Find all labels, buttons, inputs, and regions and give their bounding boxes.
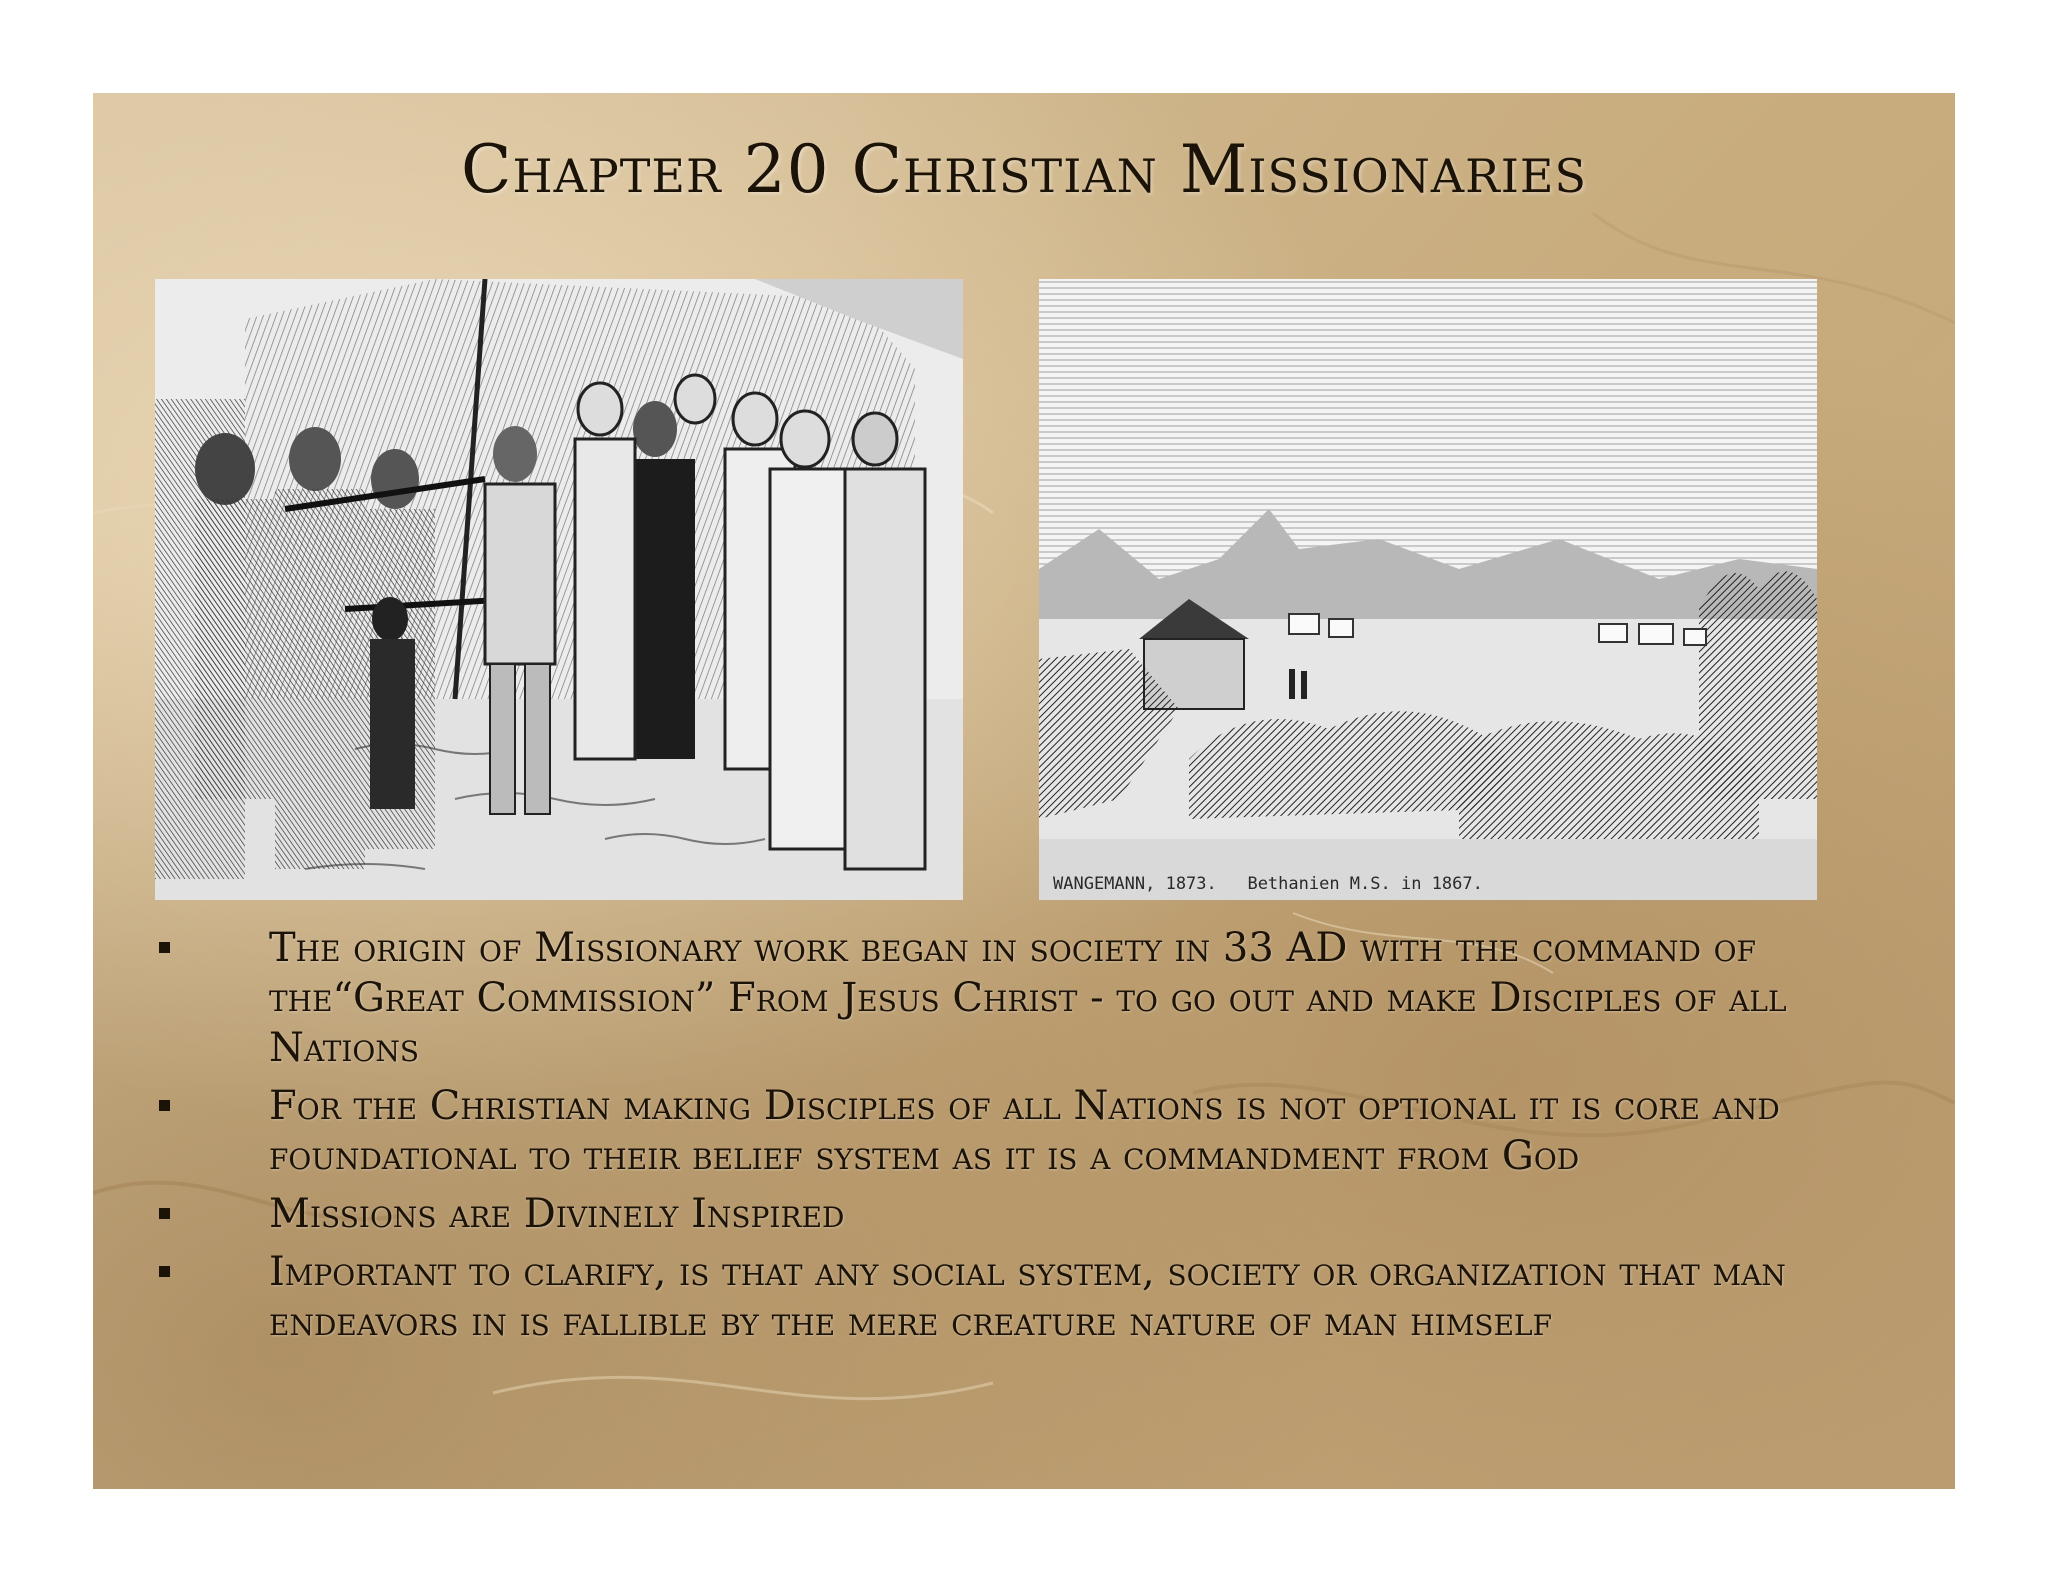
image-caption: WANGEMANN, 1873. Bethanien M.S. in 1867.: [1053, 874, 1483, 894]
bullet-list: [153, 923, 1913, 1355]
square-bullet-icon: [159, 1266, 170, 1277]
bullet-item: [153, 923, 1913, 1073]
bullet-text: Missions are Divinely Inspired: [269, 1191, 845, 1237]
square-bullet-icon: [159, 942, 170, 953]
bullet-item: [153, 1247, 1913, 1347]
slide: [93, 93, 1955, 1489]
slide-title: Chapter 20 Christian Missionaries: [460, 131, 1588, 208]
bullet-text: For the Christian making Disciples of all Nations is not optional it is core and foundational to their belief system as it is a commandment from God: [269, 1083, 1780, 1179]
square-bullet-icon: [159, 1208, 170, 1219]
engraving-left: [155, 279, 963, 900]
bullet-text: Important to clarify, is that any social system, society or organization that man endeavors in is fallible by the mere creature nature of man himself: [269, 1249, 1786, 1345]
square-bullet-icon: [159, 1100, 170, 1111]
engraving-right: [1039, 279, 1817, 900]
engraving-mission-station-landscape-icon: [1039, 279, 1817, 900]
bullet-item: [153, 1189, 1913, 1239]
bullet-text: The origin of Missionary work began in society in 33 AD with the command of the“Great Commission” From Jesus Christ - to go out and make Disciples of all Nations: [269, 925, 1787, 1071]
engraving-missionaries-greeting-crowd-icon: [155, 279, 963, 900]
bullet-item: [153, 1081, 1913, 1181]
